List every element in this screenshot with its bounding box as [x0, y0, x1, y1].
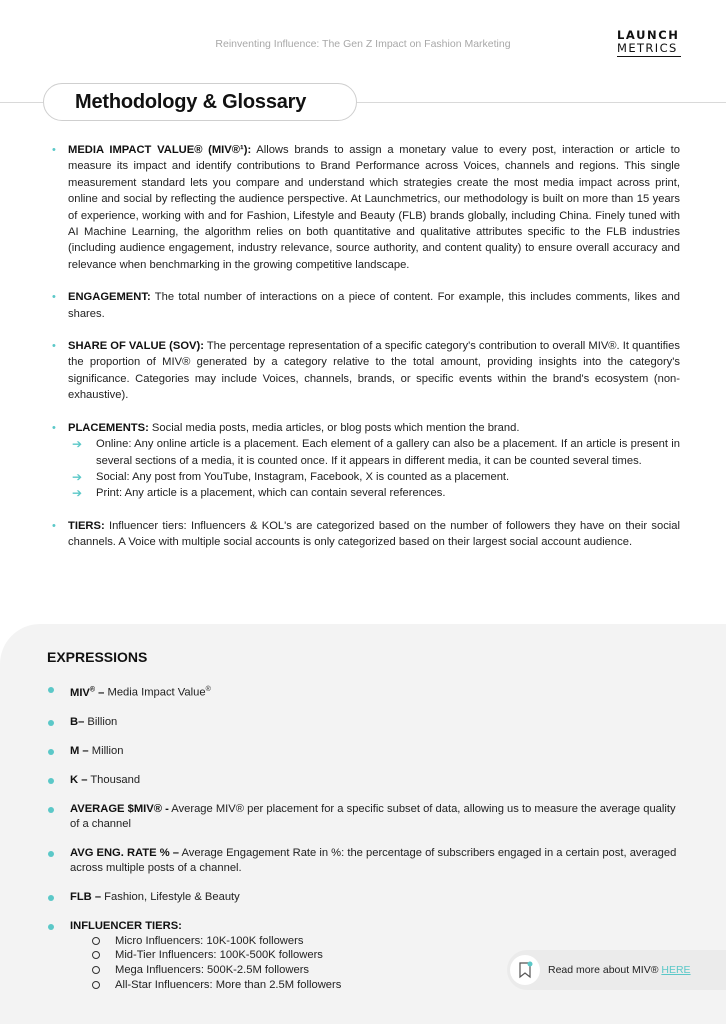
expression-thousand: [47, 773, 677, 788]
tier-item: Mega Influencers: 500K-2.5M followers: [70, 963, 677, 978]
bullet-icon: [48, 749, 54, 755]
definition-term: ENGAGEMENT:: [68, 291, 151, 304]
bullet-icon: [48, 924, 54, 930]
launchmetrics-logo: [617, 29, 681, 57]
expression-flb: [47, 890, 677, 905]
expression-text: Thousand: [87, 773, 141, 786]
expression-billion: [47, 715, 677, 730]
definition-miv: [52, 142, 680, 273]
expression-text: Average MIV® per placement for a specific subset of data, allowing us to measure the average quality of a channel: [70, 802, 676, 830]
definition-text: Influencer tiers: Influencers & KOL's are categorized based on the number of followers they have on their social channels. A Voice with multiple social accounts is only categorized based on their largest social account audience.: [68, 519, 680, 549]
expression-avg-eng-rate: [47, 846, 677, 876]
expression-term: AVERAGE $MIV® -: [70, 802, 169, 815]
expression-term: AVG ENG. RATE % –: [70, 846, 179, 859]
definition-term: MEDIA IMPACT VALUE® (MIV®¹):: [68, 144, 252, 156]
arrow-right-icon: ➔: [72, 469, 83, 484]
expression-text: Million: [88, 744, 124, 757]
header-title: Reinventing Influence: The Gen Z Impact on Fashion Marketing: [215, 38, 511, 50]
definition-term: PLACEMENTS:: [68, 421, 149, 434]
circle-bullet-icon: [92, 981, 100, 989]
definition-term: SHARE OF VALUE (SOV):: [68, 340, 204, 353]
bullet-icon: •: [52, 421, 56, 434]
registered-mark: ®: [205, 686, 211, 693]
expressions-list: [47, 682, 677, 993]
placement-social: [68, 469, 680, 485]
placement-online-text: Online: Any online article is a placement. Each element of a gallery can also be a placement. If an article is present in several sections of a media, it is counted once. If it appears in different media, it can be counted several times.: [96, 438, 680, 467]
bullet-icon: [48, 687, 54, 693]
expression-term: INFLUENCER TIERS:: [70, 919, 182, 932]
placement-print: [68, 485, 680, 501]
expression-term: MIV® –: [70, 686, 105, 699]
tier-item: All-Star Influencers: More than 2.5M followers: [70, 978, 677, 993]
expression-million: [47, 744, 677, 759]
placement-print-text: Print: Any article is a placement, which can contain several references.: [96, 487, 446, 500]
expression-text: Average Engagement Rate in %: the percentage of subscribers engaged in a certain post, averaged across multiple posts of a channel.: [70, 846, 677, 874]
definition-term: TIERS:: [68, 519, 105, 532]
expression-term: M –: [70, 744, 89, 757]
expression-term: FLB –: [70, 890, 102, 903]
tier-item: Mid-Tier Influencers: 100K-500K followers: [70, 948, 677, 963]
definition-text: The percentage representation of a specific category's contribution to overall MIV®. It quantifies the proportion of MIV® generated by a category relative to the total amount, providing insights into the category's significance. Categories may include Voices, channels, brands, or specific events within the brand's ecosystem (non-exhaustive).: [68, 340, 680, 402]
definition-text: Allows brands to assign a monetary value to every post, interaction or article to measure its impact and identify contributions to Brand Performance across Voices, channels and regions. This single measurement standard lets you compare and understand which strategies create the most media impact across print, online and social by reflecting the audience perspective. At Launchmetrics, our methodology is built on more than 15 years of experience, working with and for Fashion, Lifestyle and Beauty (FLB) brands globally, including China. Finely tuned with AI Machine Learning, the algorithm relies on both quantitative and qualitative attributes specific to the FLB industries (including audience engagement, industry relevance, source authority, and content quality) to ensure overall accuracy and relevance when benchmarking in the growing competitive landscape.: [68, 144, 680, 271]
arrow-right-icon: ➔: [72, 437, 83, 452]
page-title-pill: [43, 83, 357, 121]
logo-line1: LAUNCH: [617, 28, 680, 42]
expression-term: K –: [70, 773, 88, 786]
expression-miv: [47, 682, 677, 701]
bullet-icon: •: [52, 291, 56, 304]
expression-text: Fashion, Lifestyle & Beauty: [101, 890, 240, 903]
page-title: Methodology & Glossary: [75, 90, 307, 113]
read-more-text: Read more about MIV® HERE: [548, 964, 691, 976]
expressions-title: EXPRESSIONS: [47, 649, 148, 665]
bullet-icon: •: [52, 340, 56, 353]
expression-average-miv: [47, 802, 677, 832]
bullet-icon: [48, 778, 54, 784]
bullet-icon: [48, 895, 54, 901]
definition-tiers: [52, 518, 680, 551]
definition-sov: [52, 338, 680, 404]
read-more-link[interactable]: HERE: [661, 964, 691, 976]
logo-line2: METRICS: [617, 42, 681, 57]
expression-text: Media Impact Value: [104, 686, 206, 699]
circle-bullet-icon: [92, 966, 100, 974]
arrow-right-icon: ➔: [72, 486, 83, 501]
bullet-icon: [48, 851, 54, 857]
definition-engagement: [52, 289, 680, 322]
bullet-icon: •: [52, 519, 56, 532]
bullet-icon: [48, 720, 54, 726]
definitions-list: [52, 142, 680, 567]
tier-item: Micro Influencers: 10K-100K followers: [70, 934, 677, 949]
expression-term: B–: [70, 715, 85, 728]
circle-bullet-icon: [92, 937, 100, 945]
read-more-box[interactable]: [507, 950, 726, 990]
definition-text: Social media posts, media articles, or blog posts which mention the brand.: [148, 421, 520, 434]
placement-online: [68, 436, 680, 469]
bookmark-icon: [510, 955, 540, 985]
bullet-icon: [48, 807, 54, 813]
bullet-icon: •: [52, 144, 56, 156]
expression-text: Billion: [84, 715, 118, 728]
circle-bullet-icon: [92, 951, 100, 959]
definition-placements: [52, 420, 680, 502]
definition-text: The total number of interactions on a piece of content. For example, this includes comments, likes and shares.: [68, 291, 680, 320]
placement-social-text: Social: Any post from YouTube, Instagram, Facebook, X is counted as a placement.: [96, 470, 510, 483]
